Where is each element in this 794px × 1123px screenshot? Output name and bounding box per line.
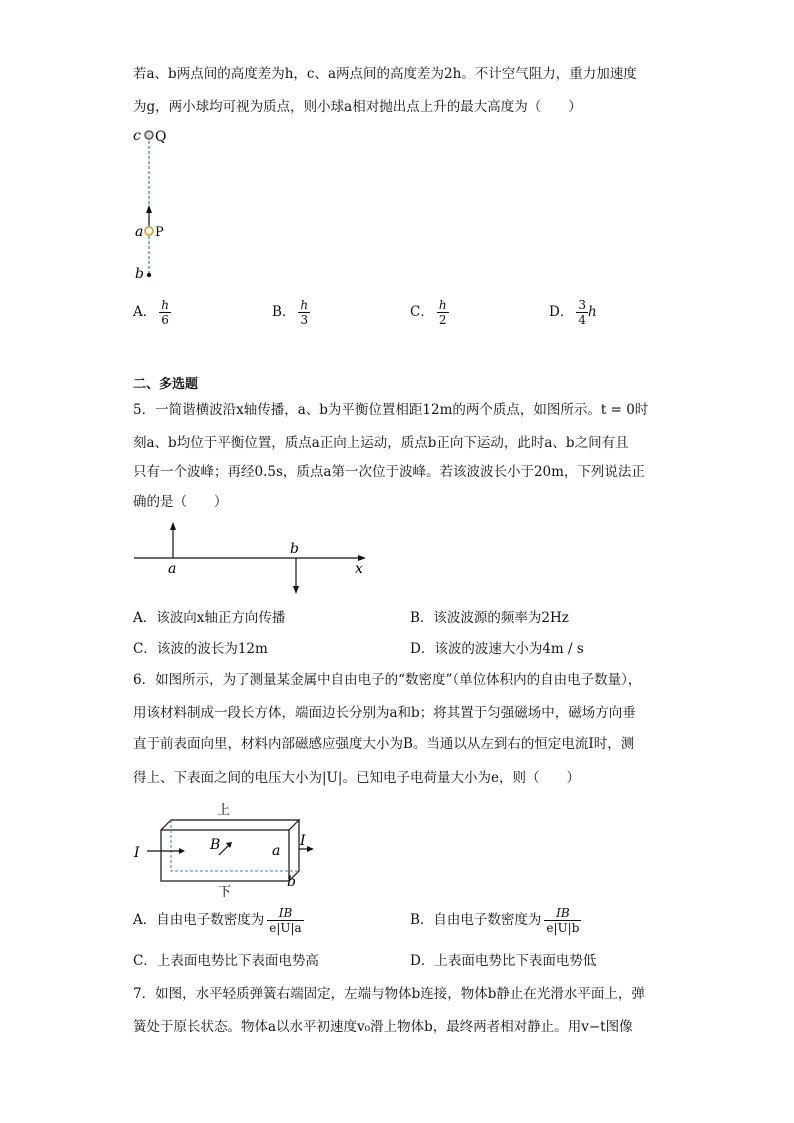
q6-line-3: 直于前表面向里，材料内部磁感应强度大小为B。当通以从左到右的恒定电流I时，测: [133, 736, 635, 752]
b-field-arrow: [219, 845, 229, 855]
q5-line-1: 5．一简谐横波沿x轴传播，a、b为平衡位置相距12m的两个质点，如图所示。t = 0时: [133, 402, 649, 418]
q5-line-2: 刻a、b均位于平衡位置，质点a正向上运动，质点b正向下运动，此时a、b之间有且: [133, 435, 629, 451]
q5-option-c[interactable]: C．该波的波长为12m: [133, 641, 268, 657]
q6-line-4: 得上、下表面之间的电压大小为|U|。已知电子电荷量大小为e，则（ ）: [133, 770, 580, 786]
q4-option-c[interactable]: C． $\frac{h}{2}$: [410, 298, 447, 327]
label-p: P: [155, 225, 164, 240]
point-b-dot: [147, 273, 151, 277]
q5-line-3: 只有一个波峰；再经0.5s，质点a第一次位于波峰。若该波波长小于20m，下列说法正: [133, 464, 645, 480]
label-a: a: [168, 561, 177, 577]
q6-conductor-figure: [130, 800, 330, 900]
q4-figure: [130, 124, 190, 284]
q6-option-b[interactable]: B．自由电子数密度为 $\frac{IB}{e|U|b}$: [410, 906, 580, 935]
label-c: c: [133, 128, 141, 144]
label-bottom: 下: [218, 885, 232, 900]
q4-option-d[interactable]: D． $\frac{3}{4}$ h: [549, 298, 597, 327]
point-q-circle: [145, 131, 153, 139]
label-x: x: [355, 561, 363, 577]
label-i-right: I: [300, 833, 306, 849]
q4-line-2: 为g，两小球均可视为质点，则小球a相对抛出点上升的最大高度为（ ）: [133, 99, 582, 115]
front-face: [161, 830, 289, 881]
q7-line-2: 簧处于原长状态。物体a以水平初速度v₀滑上物体b，最终两者相对静止。用v−t图像: [133, 1019, 633, 1035]
label-top: 上: [217, 803, 231, 818]
q6-option-c[interactable]: C．上表面电势比下表面电势高: [133, 953, 319, 969]
label-a: a: [135, 224, 144, 240]
q6-option-a[interactable]: A．自由电子数密度为 $\frac{IB}{e|U|a}$: [133, 906, 302, 935]
q6-line-1: 6．如图所示，为了测量某金属中自由电子的“数密度”（单位体积内的自由电子数量），: [133, 672, 642, 688]
section-title: 二、多选题: [133, 377, 199, 392]
label-q: Q: [155, 129, 167, 145]
label-b: b: [135, 266, 144, 282]
arrowhead-b-down: [293, 586, 299, 594]
q6-line-2: 用该材料制成一段长方体，端面边长分别为a和b；将其置于匀强磁场中，磁场方向垂: [133, 705, 636, 721]
q4-option-b[interactable]: B． $\frac{h}{3}$: [272, 298, 309, 327]
q5-line-4: 确的是（ ）: [133, 494, 228, 510]
q4-option-a[interactable]: A． $\frac{h}{6}$: [133, 298, 169, 327]
current-arrowhead-right: [307, 846, 314, 852]
velocity-arrowhead: [146, 205, 152, 213]
q4-line-1: 若a、b两点间的高度差为h，c、a两点间的高度差为2h。不计空气阻力，重力加速度: [133, 66, 637, 82]
label-i-left: I: [134, 845, 140, 861]
point-p-circle: [145, 227, 153, 235]
label-b: b: [290, 541, 299, 557]
q5-option-d[interactable]: D．该波的波速大小为4m / s: [410, 641, 584, 657]
q6-option-d[interactable]: D．上表面电势比下表面电势低: [410, 953, 597, 969]
arrowhead-a-up: [170, 522, 176, 530]
label-b-field: B: [210, 837, 221, 853]
q5-wave-figure: [130, 518, 380, 598]
q5-option-a[interactable]: A．该波向x轴正方向传播: [133, 610, 286, 626]
label-b: b: [287, 874, 296, 890]
q5-option-b[interactable]: B．该波波源的频率为2Hz: [410, 610, 569, 626]
top-face: [161, 820, 299, 830]
label-a: a: [272, 843, 281, 859]
current-arrowhead-left: [179, 848, 185, 854]
q7-line-1: 7．如图，水平轻质弹簧右端固定，左端与物体b连接，物体b静止在光滑水平面上，弹: [133, 986, 645, 1002]
